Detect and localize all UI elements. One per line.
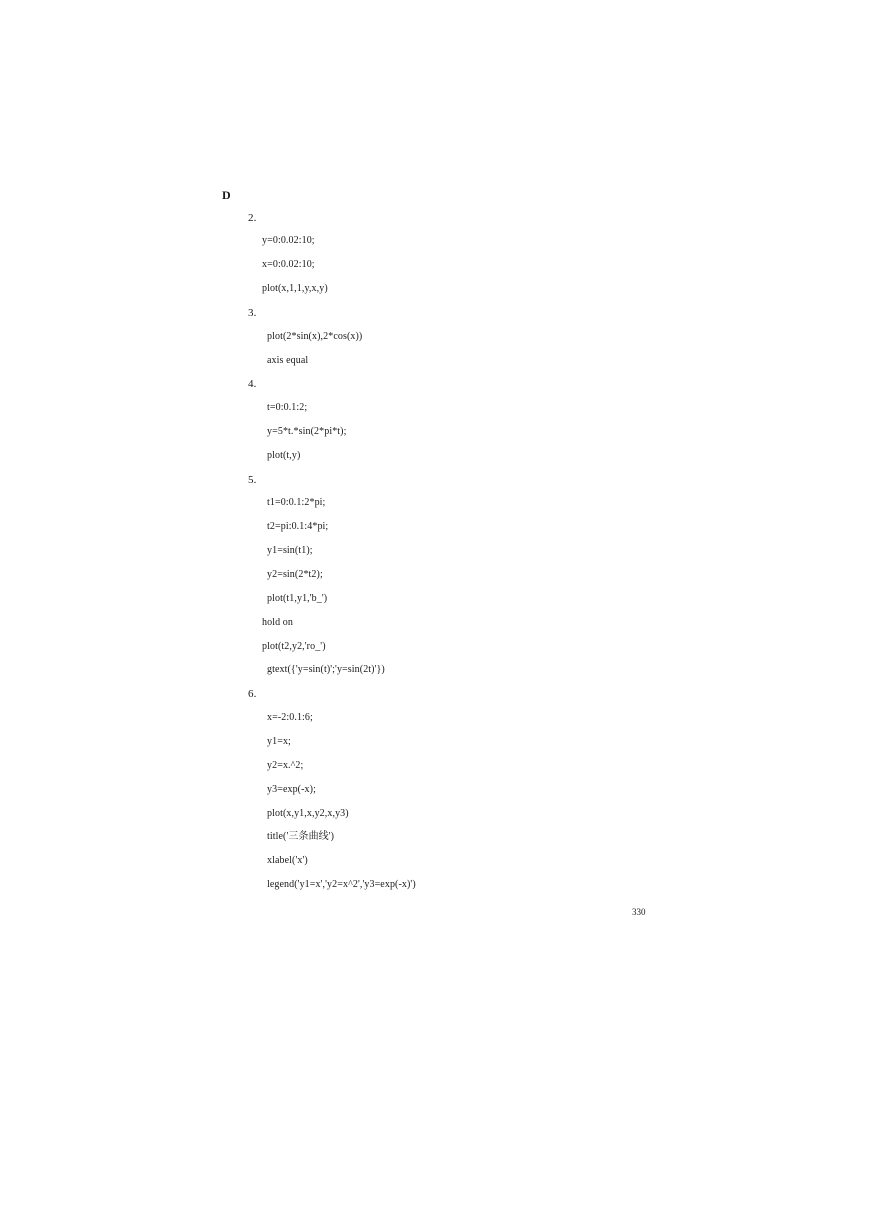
section-letter: D	[222, 188, 231, 202]
item-number-5: 5.	[248, 474, 257, 486]
code-line: plot(x,1,1,y,x,y)	[262, 283, 328, 294]
code-line: gtext({'y=sin(t)';'y=sin(2t)'})	[267, 664, 385, 675]
item-number-3: 3.	[248, 307, 257, 319]
code-line: y2=sin(2*t2);	[267, 569, 323, 580]
code-line: plot(t2,y2,'ro_')	[262, 641, 326, 652]
code-line: t2=pi:0.1:4*pi;	[267, 521, 329, 532]
code-line: plot(t1,y1,'b_')	[267, 593, 328, 604]
code-line: plot(2*sin(x),2*cos(x))	[267, 331, 363, 342]
item-number-2: 2.	[248, 212, 257, 224]
code-line: hold on	[262, 617, 293, 628]
code-line: plot(x,y1,x,y2,x,y3)	[267, 808, 349, 819]
code-line: x=0:0.02:10;	[262, 259, 315, 270]
code-line: y=0:0.02:10;	[262, 235, 315, 246]
item-number-4: 4.	[248, 378, 257, 390]
code-line: y2=x.^2;	[267, 760, 304, 771]
code-line: x=-2:0.1:6;	[267, 712, 313, 723]
code-line: y3=exp(-x);	[267, 784, 316, 795]
code-line: title('三条曲线')	[267, 831, 335, 842]
code-line: xlabel('x')	[267, 855, 308, 866]
item-number-6: 6.	[248, 688, 257, 700]
code-line: t1=0:0.1:2*pi;	[267, 497, 326, 508]
code-line: legend('y1=x','y2=x^2','y3=exp(-x)')	[267, 879, 416, 890]
code-line: plot(t,y)	[267, 450, 301, 461]
code-line: axis equal	[267, 355, 309, 366]
code-line: t=0:0.1:2;	[267, 402, 308, 413]
code-line: y1=x;	[267, 736, 291, 747]
code-line: y1=sin(t1);	[267, 545, 313, 556]
page-number: 330	[632, 907, 646, 917]
code-line: y=5*t.*sin(2*pi*t);	[267, 426, 347, 437]
